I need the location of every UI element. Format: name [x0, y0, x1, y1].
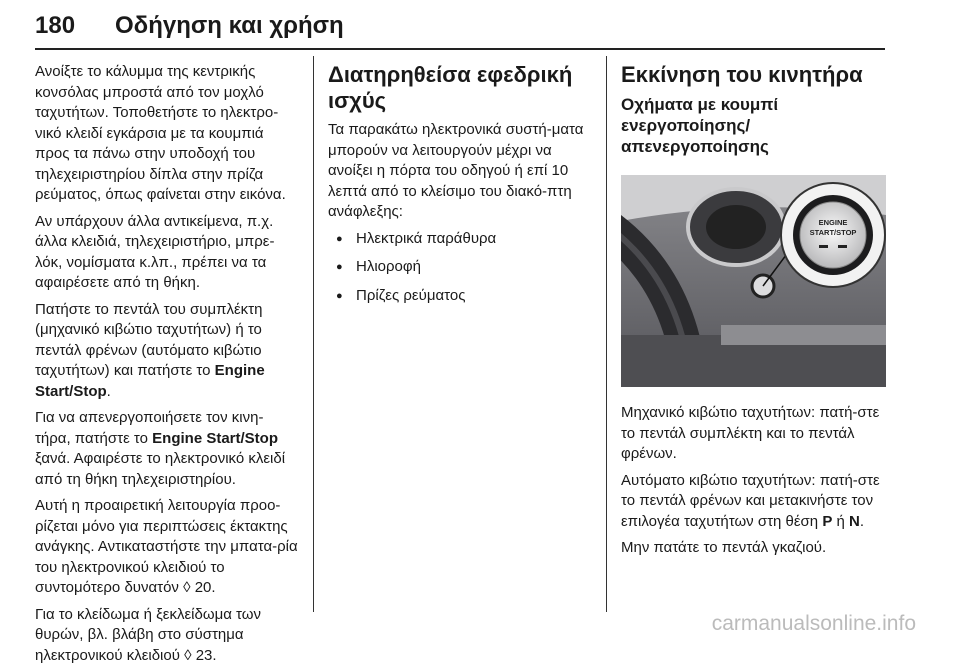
paragraph — [35, 496, 299, 599]
paragraph — [35, 605, 299, 667]
page-header — [35, 8, 885, 50]
paragraph-text: Πατήστε το πεντάλ του συμπλέκτη (μηχανικό κιβώτιο ταχυτήτων) ή το πεντάλ φρένων (αυτόματο κιβώτιο ταχυτήτων) και πατήστε το — [35, 300, 263, 379]
paragraph-text: Για το κλείδωμα ή ξεκλείδωμα των θυρών, βλ. βλάβη στο σύστημα ηλεκτρονικού κλειδιού — [35, 605, 261, 664]
bullet-list — [328, 229, 588, 307]
column-divider — [606, 56, 607, 612]
paragraph-text: Αυτή η προαιρετική λειτουργία προο-ρίζεται μόνο για περιπτώσεις έκτακτης ανάγκης. Αντικαταστήστε την μπατα-ρία του ηλεκτρονικού κλειδιού το συντομότερο δυνατόν — [35, 497, 298, 596]
engine-start-stop-figure — [621, 175, 886, 387]
paragraph-text: ξανά. Αφαιρέστε το ηλεκτρονικό κλειδί από τη θήκη τηλεχειριστηρίου. — [35, 450, 286, 488]
punctuation: . — [859, 512, 865, 530]
paragraph — [621, 471, 886, 533]
page-title: Οδήγηση και χρήση — [115, 12, 344, 39]
paragraph: Μηχανικό κιβώτιο ταχυτήτων: πατή-στε το πεντάλ συμπλέκτη και το πεντάλ φρένων. — [621, 404, 880, 462]
dashboard-illustration — [621, 175, 886, 387]
section-heading: Διατηρηθείσα εφεδρική ισχύς — [328, 62, 573, 113]
paragraph — [35, 408, 299, 490]
paragraph-text: Για να απενεργοποιήσετε τον κινη-τήρα, πατήστε το — [35, 409, 264, 447]
reference-arrow-icon: ◊ — [184, 646, 192, 664]
engine-start-stop-label: Engine Start/Stop — [152, 429, 278, 447]
list-item: ● Ηλεκτρικά παράθυρα — [328, 229, 588, 250]
page-reference[interactable]: 23. — [195, 646, 217, 664]
column-left — [35, 62, 299, 672]
paragraph-text: Αυτόματο κιβώτιο ταχυτήτων: πατή-στε το πεντάλ φρένων και μετακινήστε τον επιλογέα ταχυτήτων στη θέση — [621, 471, 880, 530]
list-item: ● Πρίζες ρεύματος — [328, 286, 588, 307]
punctuation: . — [106, 382, 111, 400]
button-label-line2: START/STOP — [809, 228, 857, 237]
gear-p-label: P — [822, 512, 833, 530]
engine-start-stop-label: Engine Start/Stop — [35, 362, 265, 400]
watermark: carmanualsonline.info — [711, 612, 916, 635]
column-right — [621, 62, 886, 565]
page-reference[interactable]: 20. — [194, 579, 216, 596]
paragraph — [35, 300, 299, 403]
subsection-heading: Οχήματα με κουμπί ενεργοποίησης/ απενεργοποίησης — [621, 95, 779, 156]
gear-n-label: N — [849, 512, 860, 530]
paragraph-text: ή — [836, 512, 845, 530]
reference-arrow-icon: ◊ — [183, 579, 191, 596]
page-number: 180 — [35, 12, 76, 39]
column-middle — [328, 62, 588, 314]
paragraph: Μην πατάτε το πεντάλ γκαζιού. — [621, 539, 827, 556]
paragraph: Τα παρακάτω ηλεκτρονικά συστή-ματα μπορούν να λειτουργούν μέχρι να ανοίξει η πόρτα του οδηγού ή επί 10 λεπτά από το κλείσιμο του διακό-πτη ανάφλεξης: — [328, 121, 584, 220]
paragraph: Ανοίξτε το κάλυμμα της κεντρικής κονσόλας μπροστά από τον μοχλό ταχυτήτων. Τοποθετήστε το ηλεκτρο-νικό κλειδί εγκάρσια με τα κουμπιά προς τα πάνω στην υποδοχή του τηλεχειριστηρίου δίπλα στην πρίζα ρεύματος, όπως φαίνεται στην εικόνα. — [35, 63, 286, 203]
column-divider — [313, 56, 314, 612]
button-label-line1: ENGINE — [818, 218, 848, 227]
list-item: ● Ηλιοροφή — [328, 257, 588, 278]
section-heading: Εκκίνηση του κινητήρα — [621, 62, 863, 87]
paragraph: Αν υπάρχουν άλλα αντικείμενα, π.χ. άλλα κλειδιά, τηλεχειριστήριο, μπρε-λόκ, νομίσματα κ.λπ., πρέπει να τα αφαιρέσετε από τη θήκη. — [35, 212, 275, 291]
